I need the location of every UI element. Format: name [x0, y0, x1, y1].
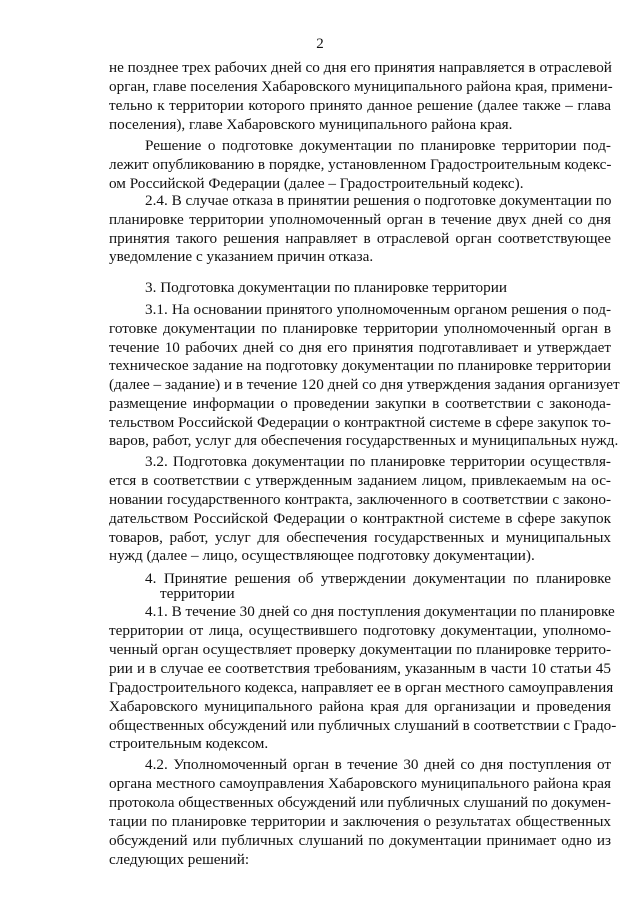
- text-line: 4. Принятие решения об утверждении документации по планировке: [145, 570, 611, 587]
- text-line: Решение о подготовке документации по планировке территории под-: [145, 137, 611, 154]
- text-line: 4.2. Уполномоченный орган в течение 30 дней со дня поступления от: [145, 756, 611, 773]
- text-line: общественных обсуждений или публичных слушаний в соответствии с Градо-: [109, 717, 617, 734]
- text-line: тельно к территории которого принято данное решение (далее также – глава: [109, 97, 611, 114]
- text-line: планировке территории уполномоченный орган в течение двух дней со дня: [109, 211, 611, 228]
- text-line: территории от лица, осуществившего подготовку документации, уполномо-: [109, 622, 611, 639]
- text-line: 4.1. В течение 30 дней со дня поступления документации по планировке: [145, 603, 615, 620]
- text-line: техническое задание на подготовку документации по планировке территории: [109, 357, 611, 374]
- text-line: протокола общественных обсуждений или публичных слушаний по докумен-: [109, 794, 611, 811]
- text-line: ется в соответствии с утвержденным заданием лицом, привлекаемым на ос-: [109, 472, 611, 489]
- text-line: течение 10 рабочих дней со дня его принятия подготавливает и утверждает: [109, 339, 611, 356]
- text-line: новании государственного контракта, заключенного в соответствии с законо-: [109, 491, 611, 508]
- text-line: строительным кодексом.: [109, 735, 269, 752]
- text-line: тации по планировке территории и заключения о результатах общественных: [109, 813, 611, 830]
- text-line: дательством Российской Федерации о контрактной системе в сфере закупок: [109, 510, 611, 527]
- text-line: товаров, работ, услуг для обеспечения государственных и муниципальных: [109, 529, 611, 546]
- text-line: не позднее трех рабочих дней со дня его принятия направляется в отраслевой: [109, 59, 612, 76]
- text-line: лежит опубликованию в порядке, установленном Градостроительным кодекс-: [109, 156, 612, 173]
- text-line: Хабаровского муниципального района края для организации и проведения: [109, 698, 611, 715]
- text-line: 2.4. В случае отказа в принятии решения о подготовке документации по: [145, 192, 612, 209]
- text-line: принятия такого решения направляет в отраслевой орган соответствующее: [109, 230, 611, 247]
- text-line: рии и в случае ее соответствия требованиям, указанным в части 10 статьи 45: [109, 660, 611, 677]
- text-line: поселения), главе Хабаровского муниципального района края.: [109, 116, 513, 133]
- text-line: обсуждений или публичных слушаний по документации принимает одно из: [109, 832, 611, 849]
- text-line: следующих решений:: [109, 851, 250, 868]
- text-line: (далее – задание) и в течение 120 дней со дня утверждения задания организует: [109, 376, 620, 393]
- text-line: территории: [160, 585, 235, 602]
- page-number: 2: [316, 36, 324, 52]
- text-line: 3.2. Подготовка документации по планировке территории осуществля-: [145, 453, 611, 470]
- text-line: готовке документации по планировке территории уполномоченный орган в: [109, 320, 611, 337]
- text-line: варов, работ, услуг для обеспечения государственных и муниципальных нужд.: [109, 432, 619, 449]
- text-line: 3. Подготовка документации по планировке территории: [145, 279, 507, 296]
- text-line: ом Российской Федерации (далее – Градостроительный кодекс).: [109, 175, 524, 192]
- text-line: органа местного самоуправления Хабаровского муниципального района края: [109, 775, 611, 792]
- text-line: нужд (далее – лицо, осуществляющее подготовку документации).: [109, 547, 535, 564]
- text-line: 3.1. На основании принятого уполномоченным органом решения о под-: [145, 301, 611, 318]
- text-line: размещение информации о проведении закупки в соответствии с законода-: [109, 395, 611, 412]
- text-line: ченный орган осуществляет проверку документации по планировке террито-: [109, 641, 611, 658]
- text-line: орган, главе поселения Хабаровского муниципального района края, примени-: [109, 78, 613, 95]
- text-line: уведомление с указанием причин отказа.: [109, 248, 374, 265]
- text-line: Градостроительного кодекса, направляет ее в орган местного самоуправления: [109, 679, 614, 696]
- text-line: тельством Российской Федерации о контрактной системе в сфере закупок то-: [109, 414, 611, 431]
